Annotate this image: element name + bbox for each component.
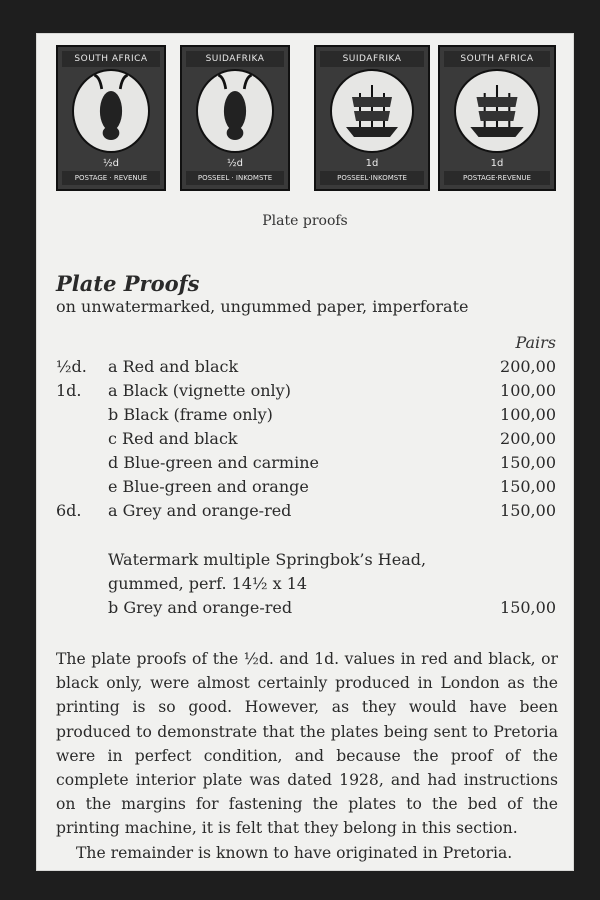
stamp-ship-english — [438, 45, 556, 191]
proof-row — [56, 357, 556, 381]
stamp-images — [56, 43, 556, 193]
stamp-value: ½d — [102, 158, 120, 169]
proof-description: b Black (frame only) — [108, 405, 273, 424]
proof-row — [56, 381, 556, 405]
stamp-value: 1d — [365, 158, 379, 169]
proof-description: a Black (vignette only) — [108, 381, 291, 400]
springbok-vignette-icon — [196, 69, 274, 153]
ship-vignette-icon — [454, 69, 540, 153]
section-subtitle: on unwatermarked, ungummed paper, imperforate — [56, 297, 469, 316]
section-title: Plate Proofs — [56, 271, 200, 296]
stamp-ship-afrikaans — [314, 45, 430, 191]
springbok-vignette-icon — [72, 69, 150, 153]
watermark-note-line2: gummed, perf. 14½ x 14 — [108, 574, 308, 593]
proof-price: 100,00 — [500, 381, 556, 400]
watermark-note-line1: Watermark multiple Springbok’s Head, — [108, 550, 427, 569]
ship-vignette-icon — [330, 69, 414, 153]
stamp-springbok-afrikaans — [180, 45, 290, 191]
stamp-value: ½d — [226, 158, 244, 169]
proof-price: 200,00 — [500, 357, 556, 376]
denomination: ½d. — [56, 357, 87, 376]
stamp-header: SOUTH AFRICA — [444, 51, 550, 67]
proof-description: a Red and black — [108, 357, 239, 376]
proof-description: a Grey and orange-red — [108, 501, 292, 520]
proof-row — [56, 429, 556, 453]
stamp-value: 1d — [490, 158, 504, 169]
proof-row — [56, 453, 556, 477]
page-card — [36, 33, 574, 871]
stamp-footer: POSTAGE · REVENUE — [62, 171, 160, 185]
stamp-header: SUIDAFRIKA — [186, 51, 284, 67]
stamp-header: SOUTH AFRICA — [62, 51, 160, 67]
stamp-header: SUIDAFRIKA — [320, 51, 424, 67]
notes-paragraph-2: The remainder is known to have originated in Pretoria. — [76, 843, 513, 862]
proof-price: 150,00 — [500, 477, 556, 496]
proof-price: 150,00 — [500, 501, 556, 520]
denomination: 6d. — [56, 501, 82, 520]
image-caption: Plate proofs — [262, 213, 348, 229]
proof-price: 150,00 — [500, 598, 556, 617]
proof-description: c Red and black — [108, 429, 238, 448]
proof-row — [56, 477, 556, 501]
proof-description: d Blue-green and carmine — [108, 453, 319, 472]
ship-proof-pair — [314, 45, 556, 193]
proof-row — [56, 501, 556, 525]
proof-price: 200,00 — [500, 429, 556, 448]
notes-paragraph — [56, 647, 558, 865]
denomination: 1d. — [56, 381, 82, 400]
stamp-footer: POSSEEL · INKOMSTE — [186, 171, 284, 185]
springbok-proof-pair — [56, 45, 292, 193]
proof-row — [56, 405, 556, 429]
proof-price: 100,00 — [500, 405, 556, 424]
stamp-footer: POSTAGE·REVENUE — [444, 171, 550, 185]
proof-price: 150,00 — [500, 453, 556, 472]
stamp-footer: POSSEEL·INKOMSTE — [320, 171, 424, 185]
pairs-column-header: Pairs — [515, 333, 556, 352]
stamp-springbok-english — [56, 45, 166, 191]
proof-description: e Blue-green and orange — [108, 477, 309, 496]
proof-description: b Grey and orange-red — [108, 598, 293, 617]
notes-paragraph-1: The plate proofs of the ½d. and 1d. values in red and black, or black only, were almost certainly produced in London as the printing is so good. However, as they would have been produced to demonstrate that the plates being sent to Pretoria were in perfect condition, and because the proof of the complete interior plate was dated 1928, and had instructions on the margins for fastening the plates to the bed of the printing machine, it is felt that they belong in this section. — [56, 650, 558, 838]
proof-row — [56, 598, 556, 622]
